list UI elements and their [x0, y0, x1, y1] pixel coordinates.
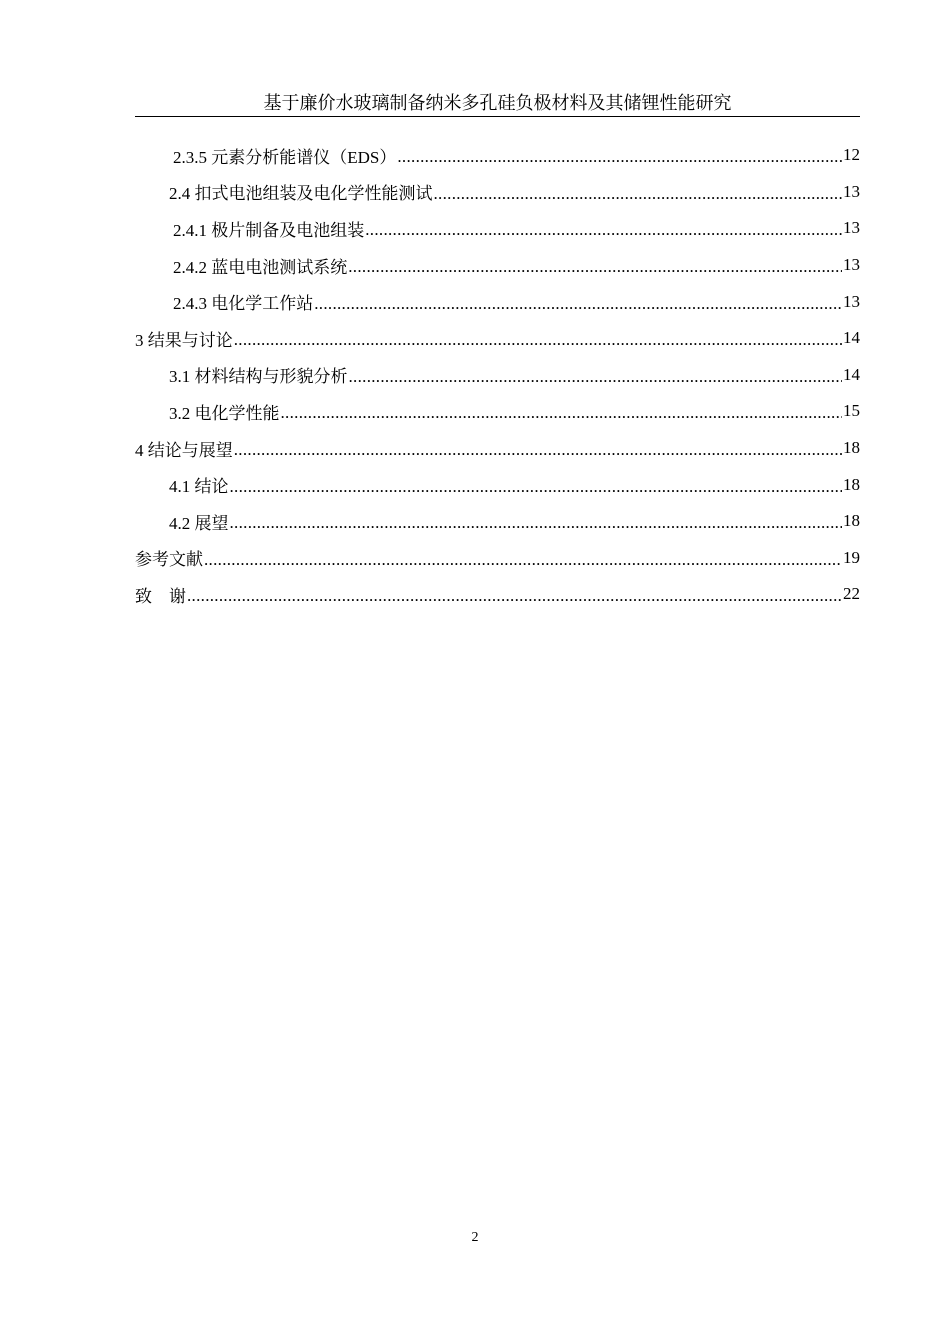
- toc-dot-leader: [397, 147, 842, 167]
- toc-dot-leader: [281, 403, 843, 423]
- toc-entry-title: 2.4.1 极片制备及电池组装: [173, 220, 365, 240]
- toc-entry[interactable]: [135, 576, 860, 613]
- toc-entry-title: 4.1 结论: [169, 477, 229, 497]
- toc-dot-leader: [234, 440, 842, 460]
- toc-dot-leader: [314, 294, 842, 314]
- toc-entry-title: 2.4.2 蓝电电池测试系统: [173, 257, 348, 277]
- toc-entry-page: 12: [843, 145, 860, 165]
- toc-entry-page: 18: [843, 438, 860, 458]
- toc-dot-leader: [204, 550, 842, 570]
- toc-entry-title: 2.3.5 元素分析能谱仪（EDS）: [173, 147, 397, 167]
- toc-entry[interactable]: [135, 430, 860, 467]
- running-header: [135, 92, 860, 117]
- toc-dot-leader: [234, 330, 842, 350]
- toc-entry[interactable]: [135, 210, 860, 247]
- toc-entry[interactable]: [135, 466, 860, 503]
- toc-entry-title: 2.4 扣式电池组装及电化学性能测试: [169, 184, 433, 204]
- toc-entry-page: 13: [843, 255, 860, 275]
- toc-entry-page: 13: [843, 218, 860, 238]
- page-number: 2: [471, 1230, 479, 1245]
- toc-entry[interactable]: [135, 503, 860, 540]
- toc-dot-leader: [365, 220, 842, 240]
- toc-dot-leader: [348, 257, 842, 277]
- toc-entry-page: 22: [843, 584, 860, 604]
- toc-entry-page: 19: [843, 547, 860, 567]
- toc-entry[interactable]: [135, 320, 860, 357]
- toc-entry-title: 3.1 材料结构与形貌分析: [169, 367, 348, 387]
- toc-entry[interactable]: [135, 137, 860, 174]
- toc-dot-leader: [230, 477, 843, 497]
- toc-dot-leader: [187, 586, 842, 606]
- toc-entry-title: 4.2 展望: [169, 513, 229, 533]
- toc-entry-title: 4 结论与展望: [135, 440, 233, 460]
- toc-entry-title: 致 谢: [135, 586, 186, 606]
- toc-entry-page: 18: [843, 511, 860, 531]
- toc-dot-leader: [349, 367, 843, 387]
- toc-entry-title: 3 结果与讨论: [135, 330, 233, 350]
- toc-entry[interactable]: [135, 283, 860, 320]
- table-of-contents: [135, 137, 860, 613]
- toc-entry-title: 参考文献: [135, 550, 203, 570]
- document-title: 基于廉价水玻璃制备纳米多孔硅负极材料及其储锂性能研究: [263, 93, 732, 113]
- toc-entry[interactable]: [135, 540, 860, 577]
- toc-entry-page: 14: [843, 328, 860, 348]
- toc-dot-leader: [230, 513, 843, 533]
- toc-entry-title: 2.4.3 电化学工作站: [173, 294, 314, 314]
- toc-entry-page: 15: [843, 401, 860, 421]
- toc-entry[interactable]: [135, 174, 860, 211]
- toc-entry[interactable]: [135, 357, 860, 394]
- toc-entry-page: 18: [843, 474, 860, 494]
- toc-entry[interactable]: [135, 247, 860, 284]
- toc-entry-title: 3.2 电化学性能: [169, 403, 280, 423]
- toc-dot-leader: [434, 184, 843, 204]
- toc-entry-page: 13: [843, 291, 860, 311]
- toc-entry[interactable]: [135, 393, 860, 430]
- toc-entry-page: 14: [843, 364, 860, 384]
- toc-entry-page: 13: [843, 181, 860, 201]
